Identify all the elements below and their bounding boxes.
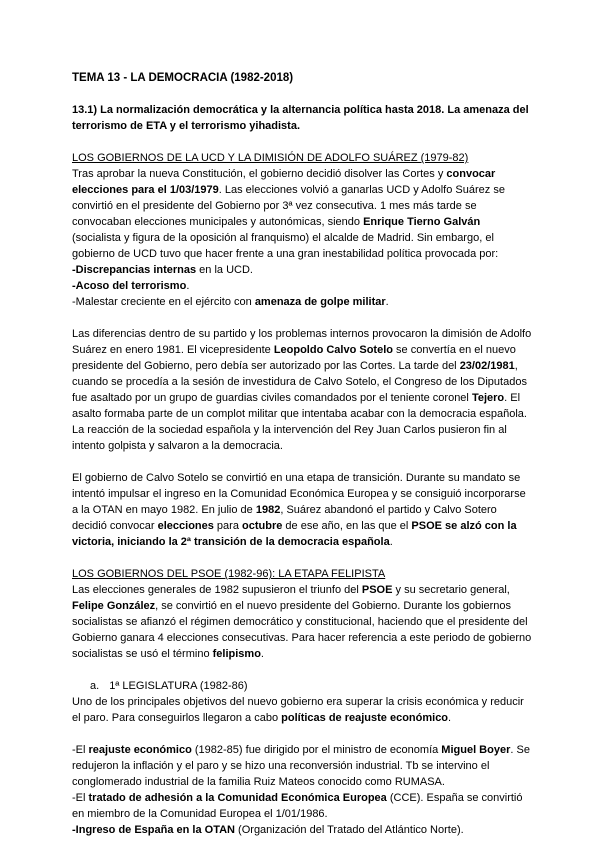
paragraph: Las elecciones generales de 1982 supusieron el triunfo del PSOE y su secretario general, Felipe González, se convirtió en el nuevo presidente del Gobierno. Durante los gobiernos socialistas se afianzó el régimen democrático y constitucional, haciendo que el presidente del Gobierno ganara 4 elecciones consecutivas. Para hacer referencia a este periodo de gobierno socialistas se usó el término felipismo.	[72, 584, 532, 660]
paragraph: -Ingreso de España en la OTAN (Organización del Tratado del Atlántico Norte).	[72, 824, 464, 836]
document-page	[72, 70, 532, 838]
paragraph: -El reajuste económico (1982-85) fue dirigido por el ministro de economía Miguel Boyer. Se redujeron la inflación y el paro y se hizo una reconversión industrial. Tb se intervino el conglomerado industrial de la familia Ruiz Mateos conocido como RUMASA.	[72, 744, 530, 788]
list-item: -Discrepancias internas en la UCD.	[72, 264, 253, 276]
paragraph: El gobierno de Calvo Sotelo se convirtió en una etapa de transición. Durante su mandato se intentó impulsar el ingreso en la Comunidad Económica Europea y se consiguió incorporarse a la OTAN en mayo 1982. En julio de 1982, Suárez abandonó el partido y Calvo Sotero decidió convocar elecciones para octubre de ese año, en las que el PSOE se alzó con la victoria, iniciando la 2ª transición de la democracia española.	[72, 472, 526, 548]
list-item: -Acoso del terrorismo.	[72, 280, 190, 292]
paragraph: Tras aprobar la nueva Constitución, el gobierno decidió disolver las Cortes y convocar elecciones para el 1/03/1979. Las elecciones volvió a ganarlas UCD y Adolfo Suárez se convirtió en el presidente del Gobierno por 3ª vez consecutiva. 1 mes más tarde se convocaban elecciones municipales y autonómicas, siendo Enrique Tierno Galván (socialista y figura de la oposición al franquismo) el alcalde de Madrid. Sin embargo, el gobierno de UCD tuvo que hacer frente a una gran inestabilidad política provocada por:	[72, 168, 505, 260]
paragraph: Uno de los principales objetivos del nuevo gobierno era superar la crisis económica y reducir el paro. Para conseguirlos llegaron a cabo políticas de reajuste económico.	[72, 696, 524, 724]
section-subtitle: 13.1) La normalización democrática y la alternancia política hasta 2018. La amenaza del terrorismo de ETA y el terrorismo yihadista.	[72, 104, 529, 132]
paragraph: Las diferencias dentro de su partido y los problemas internos provocaron la dimisión de Adolfo Suárez en enero 1981. El vicepresidente Leopoldo Calvo Sotelo se convertía en el nuevo presidente del Gobierno, pero debía ser autorizado por las Cortes. La tarde del 23/02/1981, cuando se procedía a la sesión de investidura de Calvo Sotelo, el Congreso de los Diputados fue asaltado por un grupo de guardias civiles comandados por el teniente coronel Tejero. El asalto formaba parte de un complot militar que intentaba acabar con la democracia española. La reacción de la sociedad española y la intervención del Rey Juan Carlos pusieron fin al intento golpista y salvaron a la democracia.	[72, 328, 532, 452]
document-title: TEMA 13 - LA DEMOCRACIA (1982-2018)	[72, 72, 294, 84]
list-heading: a. 1ª LEGISLATURA (1982-86)	[90, 680, 248, 692]
section-heading-ucd: LOS GOBIERNOS DE LA UCD Y LA DIMISIÓN DE ADOLFO SUÁREZ (1979-82)	[72, 152, 469, 164]
list-item: -Malestar creciente en el ejército con amenaza de golpe militar.	[72, 296, 389, 308]
section-heading-psoe: LOS GOBIERNOS DEL PSOE (1982-96): LA ETAPA FELIPISTA	[72, 568, 386, 580]
paragraph: -El tratado de adhesión a la Comunidad Económica Europea (CCE). España se convirtió en miembro de la Comunidad Europea el 1/01/1986.	[72, 792, 523, 820]
